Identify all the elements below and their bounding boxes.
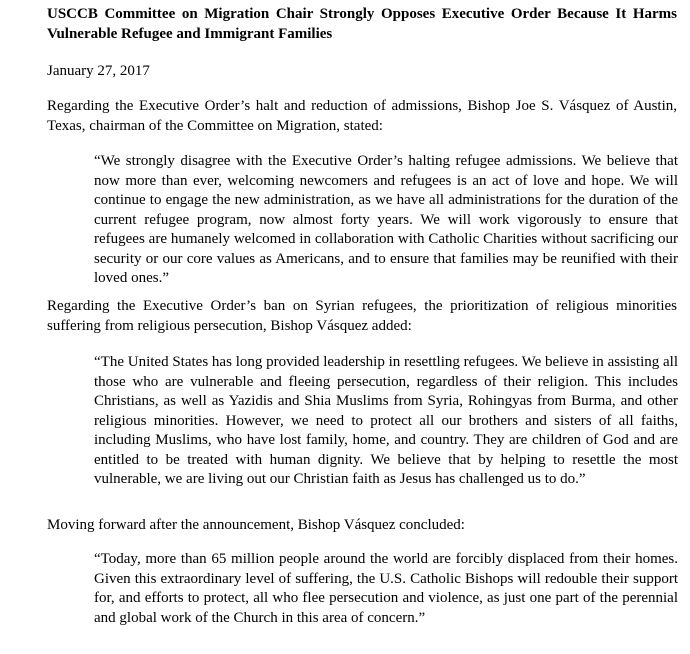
quote-block-2: “The United States has long provided leadership in resettling refugees. We believe in assisting all those who are vulnerable and fleeing persecution, regardless of their religion. This includes Christians, as well as Yazidis and Shia Muslims from Syria, Rohingyas from Burma, and other religious minorities. However, we need to protect all our brothers and sisters of all faiths, including Muslims, who have lost family, home, and country. They are children of God and are entitled to be treated with human dignity. We believe that by helping to resettle the most vulnerable, we are living out our Christian faith as Jesus has challenged us to do.” xyxy=(94,354,678,487)
conclusion-paragraph: Moving forward after the announcement, Bishop Vásquez concluded: xyxy=(47,517,465,533)
syrian-ban-paragraph: Regarding the Executive Order’s ban on Syrian refugees, the prioritization of religious minorities suffering from religious persecution, Bishop Vásquez added: xyxy=(47,298,677,334)
document-date: January 27, 2017 xyxy=(47,63,150,79)
intro-paragraph: Regarding the Executive Order’s halt and reduction of admissions, Bishop Joe S. Vásquez of Austin, Texas, chairman of the Committee on Migration, stated: xyxy=(47,98,677,134)
quote-block-3: “Today, more than 65 million people around the world are forcibly displaced from their homes. Given this extraordinary level of suffering, the U.S. Catholic Bishops will redouble their support for, and efforts to protect, all who flee persecution and violence, as just one part of the perennial and global work of the Church in this area of concern.” xyxy=(94,551,678,626)
document-title: USCCB Committee on Migration Chair Strongly Opposes Executive Order Because It Harms Vulnerable Refugee and Immigrant Families xyxy=(47,6,677,42)
quote-block-1: “We strongly disagree with the Executive Order’s halting refugee admissions. We believe that now more than ever, welcoming newcomers and refugees is an act of love and hope. We will continue to engage the new administration, as we have all administrations for the duration of the current refugee program, now almost forty years. We will work vigorously to ensure that refugees are humanely welcomed in collaboration with Catholic Charities without sacrificing our security or our core values as Americans, and to ensure that families may be reunified with their loved ones.” xyxy=(94,153,678,286)
